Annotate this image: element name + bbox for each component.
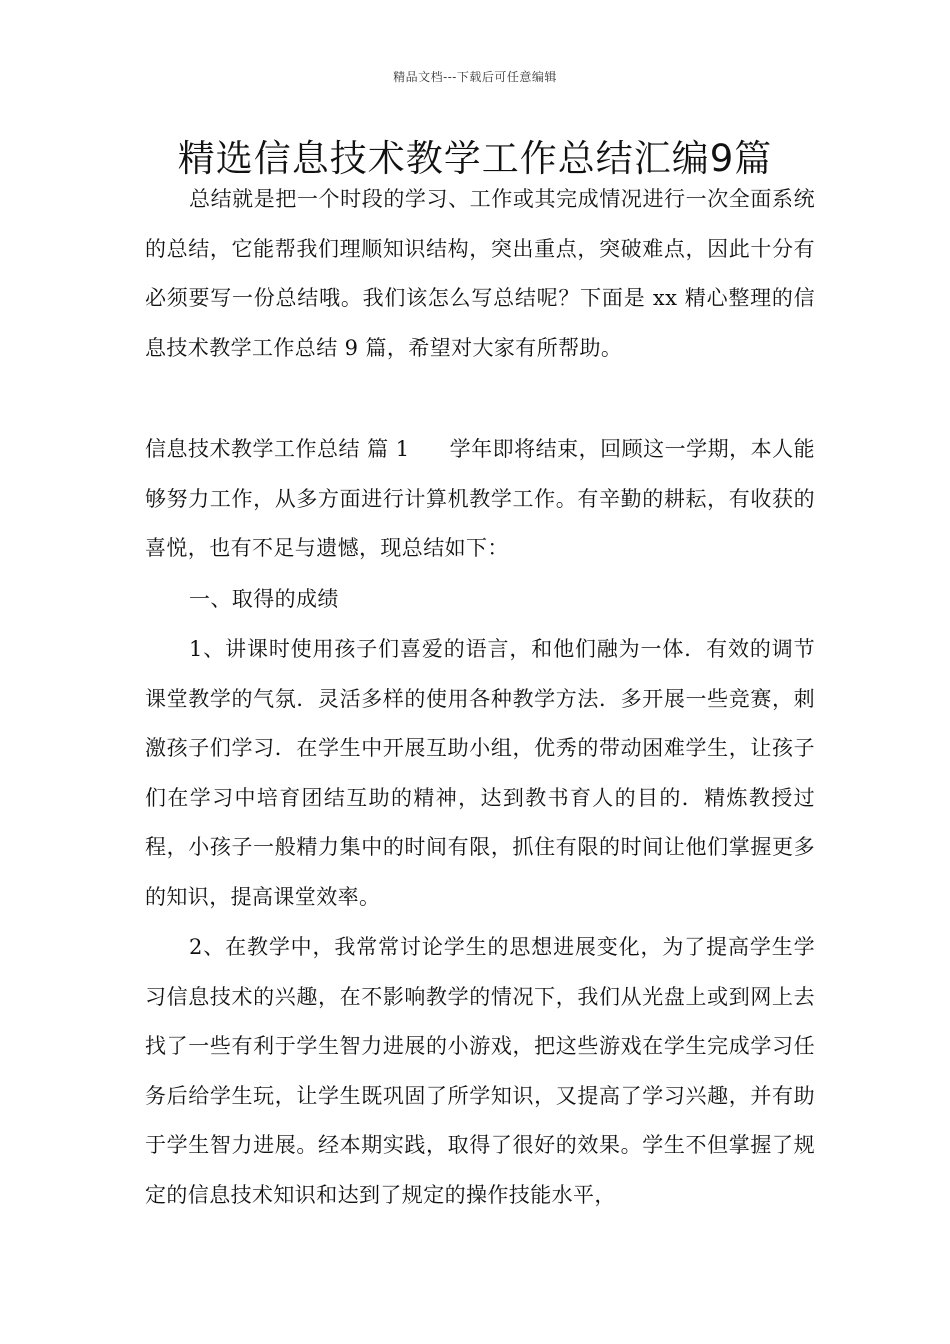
paragraph-1: 1、讲课时使用孩子们喜爱的语言，和他们融为一体．有效的调节课堂教学的气氛．灵活多样的使用各种教学方法．多开展一些竞赛，刺激孩子们学习．在学生中开展互助小组，优秀的带动困难学生，让孩子们在学习中培育团结互助的精神，达到教书育人的目的．精炼教授过程，小孩子一般精力集中的时间有限，抓住有限的时间让他们掌握更多的知识，提高课堂效率。	[145, 637, 815, 909]
intro-paragraph: 总结就是把一个时段的学习、工作或其完成情况进行一次全面系统的总结，它能帮我们理顺知识结构，突出重点，突破难点，因此十分有必须要写一份总结哦。我们该怎么写总结呢？下面是 xx 精心整理的信息技术教学工作总结 9 篇，希望对大家有所帮助。	[145, 187, 815, 360]
section-heading: 一、取得的成绩	[189, 587, 339, 611]
paragraph-2: 2、在教学中，我常常讨论学生的思想进展变化，为了提高学生学习信息技术的兴趣，在不影响教学的情况下，我们从光盘上或到网上去找了一些有利于学生智力进展的小游戏，把这些游戏在学生完成学习任务后给学生玩，让学生既巩固了所学知识，又提高了学习兴趣，并有助于学生智力进展。经本期实践，取得了很好的效果。学生不但掌握了规定的信息技术知识和达到了规定的操作技能水平，	[145, 935, 815, 1207]
section-1-block	[145, 425, 815, 574]
section-1-title: 信息技术教学工作总结 篇 1	[145, 437, 410, 461]
section-1-opening: 学年即将结束，回顾这一学期，本人能够努力工作，从多方面进行计算机教学工作。有辛勤的耕耘，有收获的喜悦，也有不足与遗憾，现总结如下：	[145, 437, 815, 560]
header-note: 精品文档---下载后可任意编辑	[393, 70, 557, 84]
document-title: 精选信息技术教学工作总结汇编9篇	[177, 137, 773, 180]
